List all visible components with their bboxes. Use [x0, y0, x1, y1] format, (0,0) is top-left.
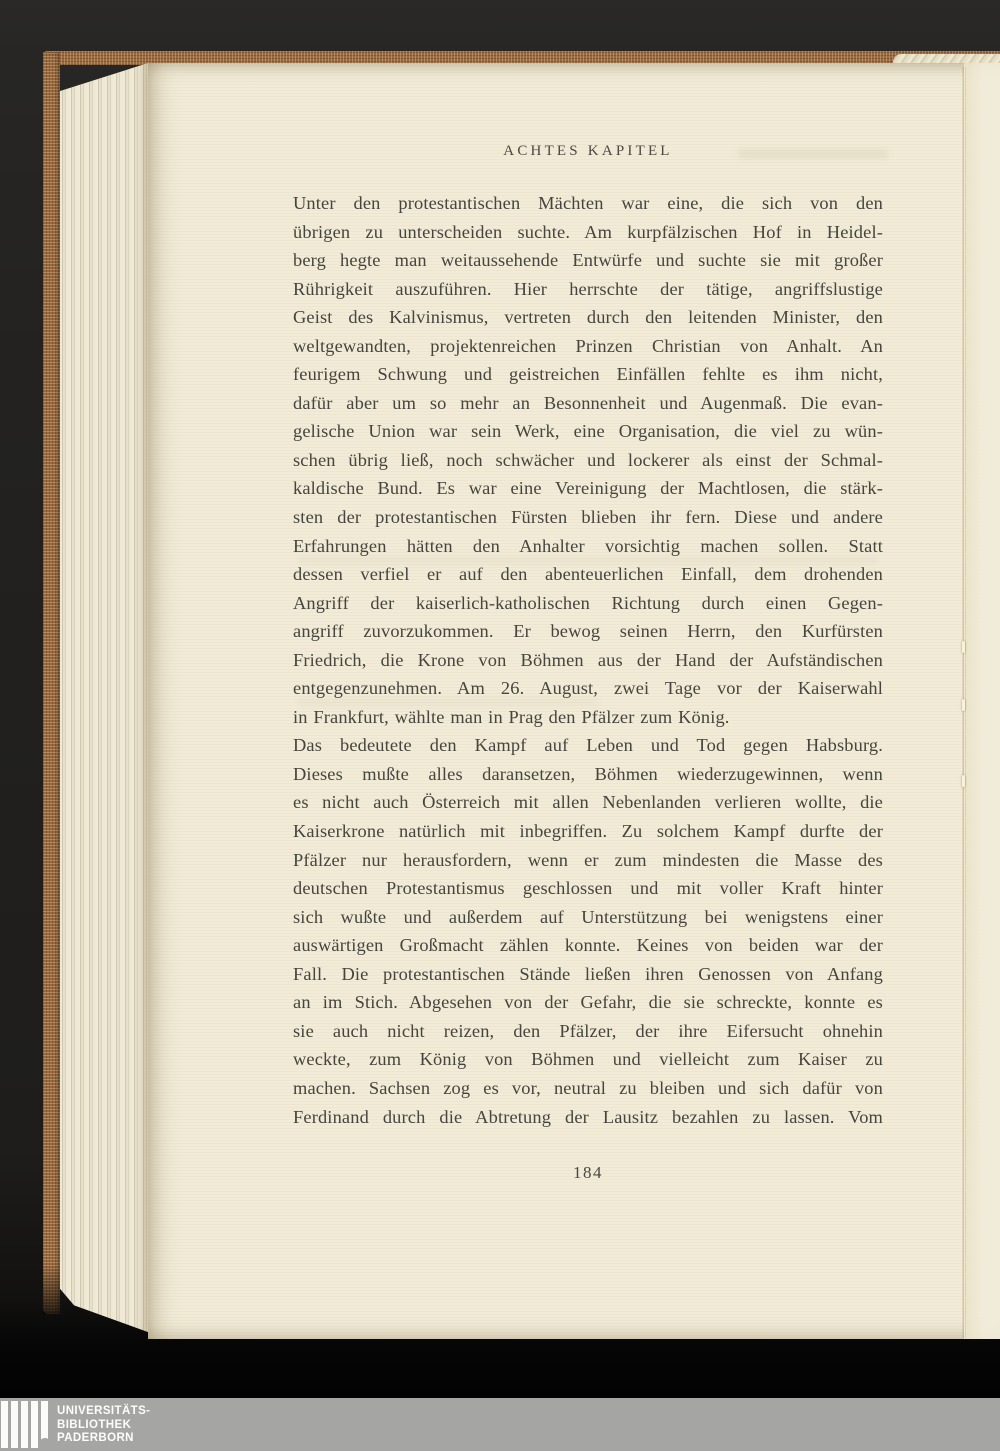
text-line: Pfälzer nur herausfordern, wenn er zum mindesten die Masse des	[293, 849, 883, 870]
text-line: angriff zuvorzukommen. Er bewog seinen Herrn, den Kurfürsten	[293, 621, 883, 642]
text-line: in Frankfurt, wählte man in Prag den Pfälzer zum König.	[293, 706, 730, 727]
binding-stitch	[962, 775, 965, 787]
watermark-line: UNIVERSITÄTS-	[57, 1405, 151, 1417]
logo-bar-icon	[1, 1401, 8, 1448]
text-line: sie auch nicht reizen, den Pfälzer, der ihre Eifersucht ohnehin	[293, 1020, 883, 1041]
logo-bar-icon	[31, 1401, 38, 1448]
text-line: deutschen Protestantismus geschlossen und mit voller Kraft hinter	[293, 878, 883, 899]
logo-bar-icon	[21, 1401, 28, 1448]
text-line: dessen verfiel er auf den abenteuerlichen Einfall, dem drohenden	[293, 564, 883, 585]
text-line: Erfahrungen hätten den Anhalter vorsichtig machen sollen. Statt	[293, 535, 883, 556]
watermark-line: PADERBORN	[57, 1432, 134, 1445]
text-line: Ferdinand durch die Abtretung der Lausitz bezahlen zu lassen. Vom	[293, 1106, 883, 1127]
logo-bar-icon	[11, 1401, 18, 1448]
library-watermark-banner	[0, 1398, 1000, 1451]
text-line: weckte, zum König von Böhmen und vielleicht zum Kaiser zu	[293, 1049, 883, 1070]
text-line: schen übrig ließ, noch schwächer und lockerer als einst der Schmal-	[293, 449, 883, 470]
text-line: es nicht auch Österreich mit allen Nebenlanden verlieren wollte, die	[293, 792, 883, 813]
text-line: machen. Sachsen zog es vor, neutral zu bleiben und sich dafür von	[293, 1077, 883, 1098]
text-line: Rührigkeit auszuführen. Hier herrschte der tätige, angriffslustige	[293, 278, 883, 299]
text-line: Dieses mußte alles daransetzen, Böhmen wiederzugewinnen, wenn	[293, 763, 883, 784]
chapter-heading: ACHTES KAPITEL	[503, 143, 673, 159]
text-line: feurigem Schwung und geistreichen Einfällen fehlte es ihm nicht,	[293, 364, 883, 385]
text-line: kaldische Bund. Es war eine Vereinigung der Machtlosen, die stärk-	[293, 478, 883, 499]
text-line: Fall. Die protestantischen Stände ließen ihren Genossen von Anfang	[293, 963, 883, 984]
text-line: entgegenzunehmen. Am 26. August, zwei Tage vor der Kaiserwahl	[293, 678, 883, 699]
binding-stitch	[962, 641, 965, 653]
text-line: Unter den protestantischen Mächten war eine, die sich von den	[293, 193, 883, 213]
book-page	[148, 63, 1000, 1339]
body-text	[293, 189, 883, 1131]
text-line: Das bedeutete den Kampf auf Leben und Tod gegen Habsburg.	[293, 735, 883, 756]
text-line: Angriff der kaiserlich-katholischen Richtung durch einen Gegen-	[293, 592, 883, 613]
ub-paderborn-logo-icon	[1, 1401, 49, 1448]
text-line: Geist des Kalvinismus, vertreten durch den leitenden Minister, den	[293, 307, 883, 328]
library-name	[57, 1405, 150, 1446]
text-line: weltgewandten, projektenreichen Prinzen Christian von Anhalt. An	[293, 335, 883, 356]
logo-dot-icon	[39, 1438, 51, 1450]
text-line: dafür aber um so mehr an Besonnenheit und Augenmaß. Die evan-	[293, 392, 883, 413]
page-number: 184	[573, 1163, 603, 1182]
text-line: sten der protestantischen Fürsten blieben ihr fern. Diese und andere	[293, 507, 883, 528]
page-stack-edges	[60, 58, 148, 1332]
text-line: sich wußte und außerdem auf Unterstützung bei wenigstens einer	[293, 906, 883, 927]
text-line: berg hegte man weitaussehende Entwürfe und suchte sie mit großer	[293, 250, 883, 271]
text-line: übrigen zu unterscheiden suchte. Am kurpfälzischen Hof in Heidel-	[293, 221, 883, 242]
text-line: Friedrich, die Krone von Böhmen aus der Hand der Aufständischen	[293, 649, 883, 670]
text-line: Kaiserkrone natürlich mit inbegriffen. Zu solchem Kampf durfte der	[293, 821, 883, 842]
text-line: auswärtigen Großmacht zählen konnte. Keines von beiden war der	[293, 935, 883, 956]
book-cover-left-edge	[43, 52, 60, 1314]
text-line: an im Stich. Abgesehen von der Gefahr, die sie schreckte, konnte es	[293, 992, 883, 1013]
binding-stitch	[962, 699, 965, 711]
watermark-line: BIBLIOTHEK	[57, 1418, 132, 1431]
text-line: gelische Union war sein Werk, eine Organisation, die viel zu wün-	[293, 421, 883, 442]
next-page-surface	[964, 63, 1000, 1339]
